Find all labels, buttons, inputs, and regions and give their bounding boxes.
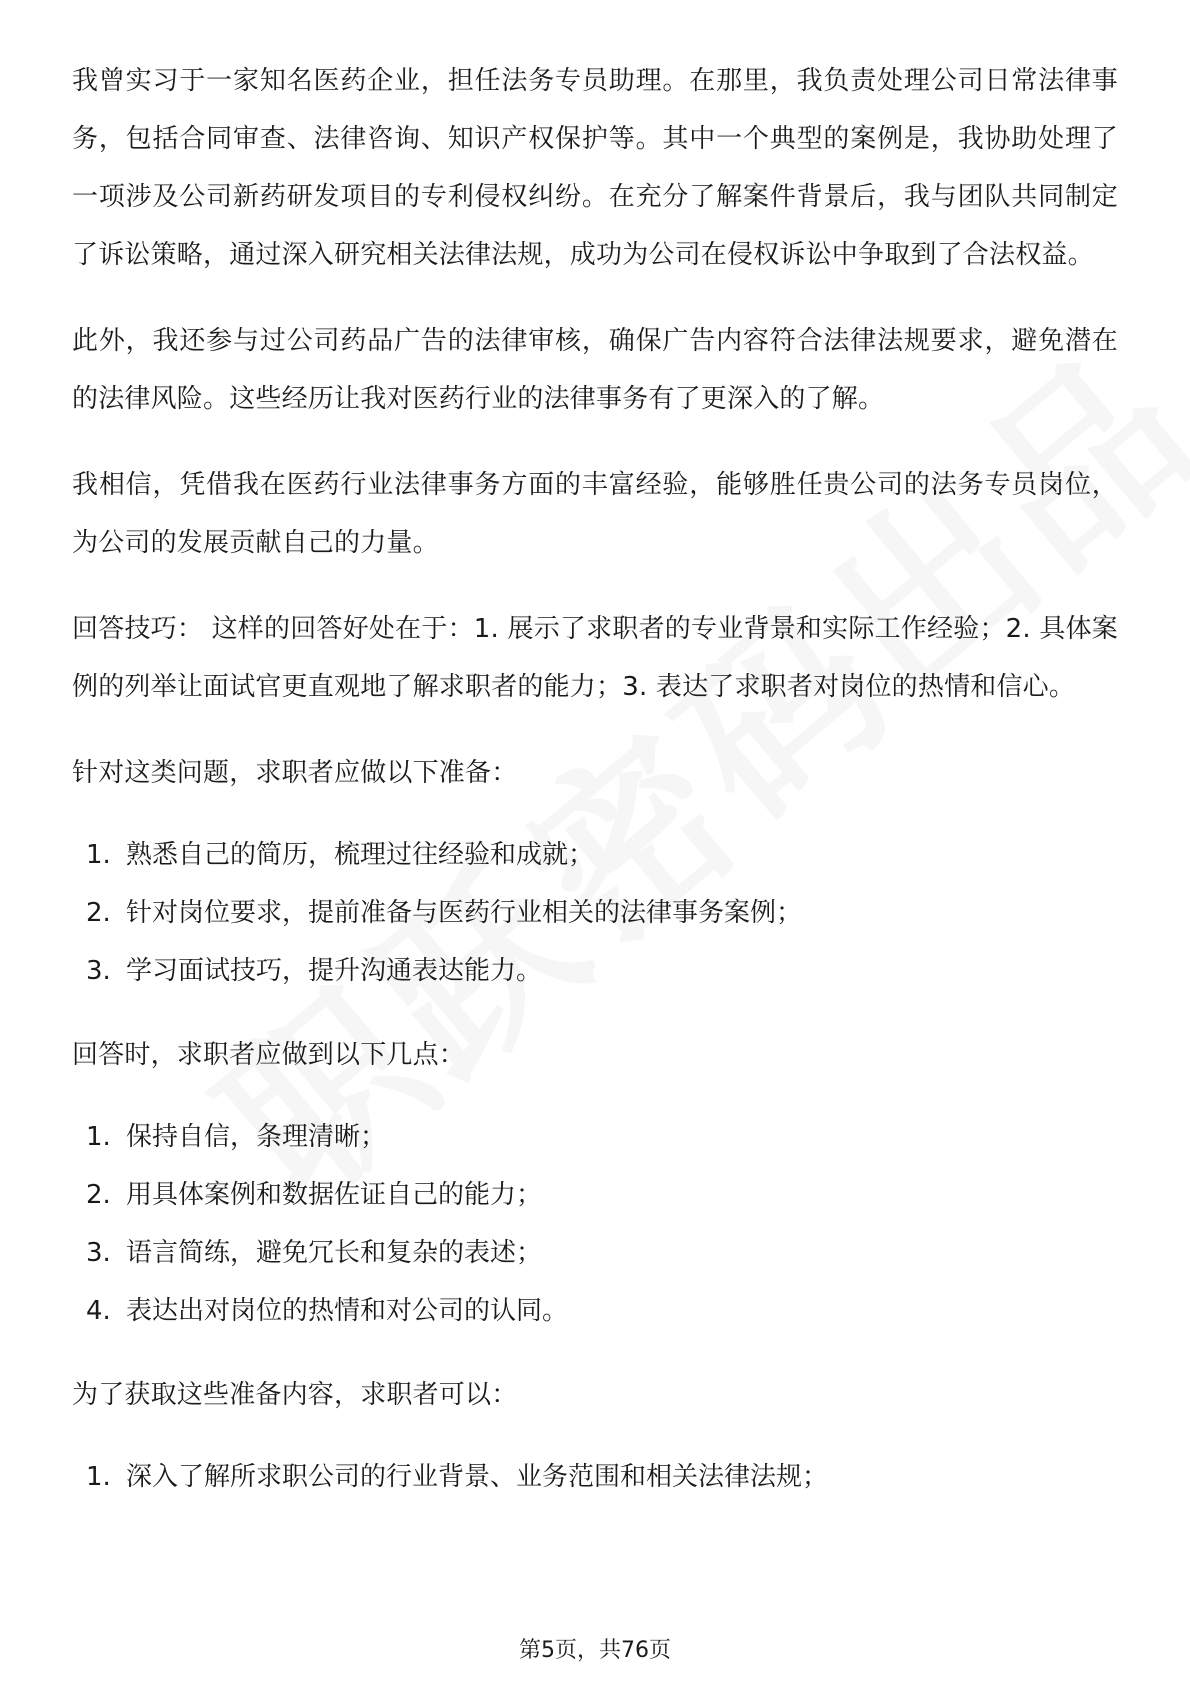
list-number: 4.	[86, 1296, 111, 1326]
list-text: 针对岗位要求，提前准备与医药行业相关的法律事务案例；	[126, 898, 803, 928]
list-item	[72, 884, 1118, 942]
heading-answer-points: 回答时，求职者应做到以下几点：	[72, 1040, 466, 1070]
list-preparation	[72, 826, 1118, 1000]
list-obtain	[72, 1448, 1118, 1506]
list-item	[72, 942, 1118, 1000]
list-text: 保持自信，条理清晰；	[126, 1122, 387, 1152]
list-number: 1.	[86, 840, 111, 870]
heading-obtain: 为了获取这些准备内容，求职者可以：	[72, 1380, 518, 1410]
document-body	[72, 52, 1118, 1532]
paragraph-internship: 我曾实习于一家知名医药企业，担任法务专员助理。在那里，我负责处理公司日常法律事务，包括合同审查、法律咨询、知识产权保护等。其中一个典型的案例是，我协助处理了一项涉及公司新药研发项目的专利侵权纠纷。在充分了解案件背景后，我与团队共同制定了诉讼策略，通过深入研究相关法律法规，成功为公司在侵权诉讼中争取到了合法权益。	[72, 66, 1118, 270]
list-number: 3.	[86, 956, 111, 986]
list-answer-points	[72, 1108, 1118, 1340]
list-item	[72, 1166, 1118, 1224]
paragraph-answer-tips: 回答技巧： 这样的回答好处在于：1. 展示了求职者的专业背景和实际工作经验；2. 具体案例的列举让面试官更直观地了解求职者的能力；3. 表达了求职者对岗位的热情和信心。	[72, 614, 1118, 702]
paragraph-belief: 我相信，凭借我在医药行业法律事务方面的丰富经验，能够胜任贵公司的法务专员岗位，为公司的发展贡献自己的力量。	[72, 470, 1118, 558]
list-text: 深入了解所求职公司的行业背景、业务范围和相关法律法规；	[126, 1462, 829, 1492]
list-item	[72, 1448, 1118, 1506]
list-text: 学习面试技巧，提升沟通表达能力。	[126, 956, 543, 986]
list-number: 2.	[86, 898, 111, 928]
list-text: 用具体案例和数据佐证自己的能力；	[126, 1180, 543, 1210]
page-footer: 第5页，共76页	[519, 1638, 671, 1663]
list-item	[72, 1108, 1118, 1166]
heading-preparation: 针对这类问题，求职者应做以下准备：	[72, 758, 518, 788]
list-item	[72, 1224, 1118, 1282]
list-text: 语言简练，避免冗长和复杂的表述；	[126, 1238, 543, 1268]
paragraph-ad-review: 此外，我还参与过公司药品广告的法律审核，确保广告内容符合法律法规要求，避免潜在的法律风险。这些经历让我对医药行业的法律事务有了更深入的了解。	[72, 326, 1118, 414]
list-number: 1.	[86, 1462, 111, 1492]
list-item	[72, 826, 1118, 884]
list-number: 1.	[86, 1122, 111, 1152]
list-text: 熟悉自己的简历，梳理过往经验和成就；	[126, 840, 595, 870]
list-number: 2.	[86, 1180, 111, 1210]
list-text: 表达出对岗位的热情和对公司的认同。	[126, 1296, 569, 1326]
list-item	[72, 1282, 1118, 1340]
list-number: 3.	[86, 1238, 111, 1268]
